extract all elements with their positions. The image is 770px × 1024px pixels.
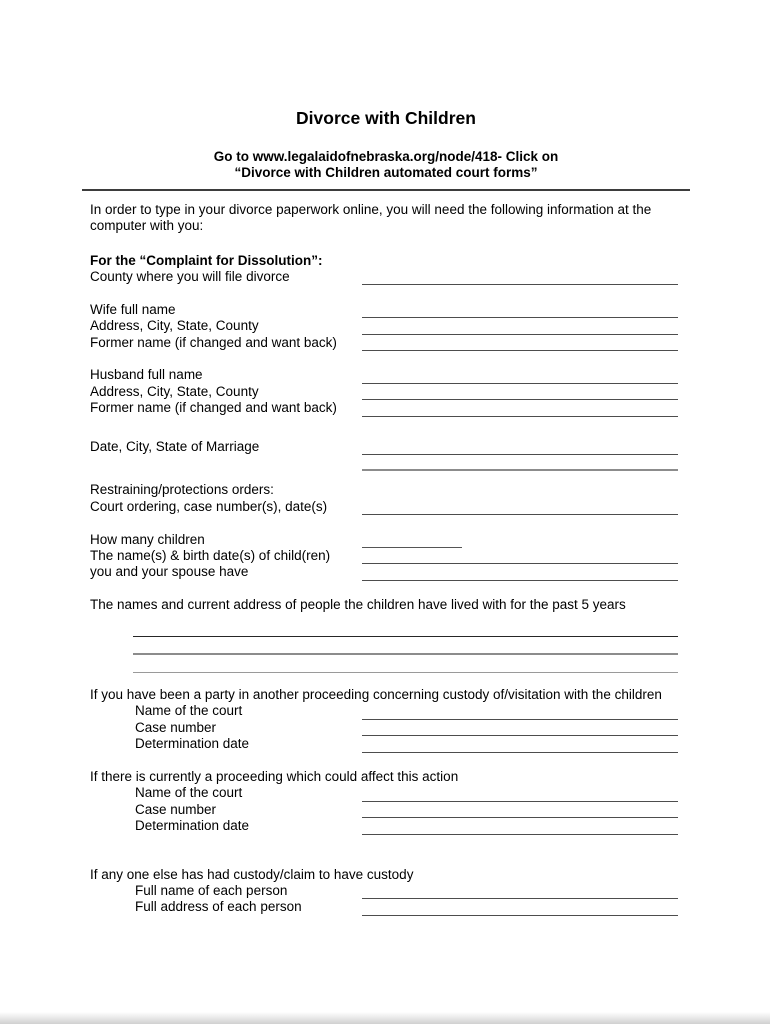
field-line-marriage-2[interactable] — [362, 466, 678, 471]
field-label-children-names-2: you and your spouse have — [90, 564, 249, 580]
field-label-prior-determination-date: Determination date — [135, 736, 250, 752]
field-label-current-court: Name of the court — [135, 785, 243, 801]
complaint-section-heading: For the “Complaint for Dissolution”: — [90, 252, 323, 268]
field-line-current-case-number[interactable] — [362, 814, 678, 818]
field-row-prior-determination-date — [90, 736, 682, 752]
lived-with-line-2[interactable] — [133, 637, 678, 656]
custody-claim-prompt: If any one else has had custody/claim to have custody — [90, 866, 414, 882]
field-line-wife-name[interactable] — [362, 314, 678, 318]
field-row-children-count — [90, 532, 682, 548]
lived-with-line-3[interactable] — [133, 655, 678, 673]
field-line-person-name[interactable] — [362, 895, 678, 899]
current-proceeding-prompt: If there is currently a proceeding which could affect this action — [90, 768, 459, 784]
field-row-prior-case-number — [90, 720, 682, 736]
header-divider — [82, 189, 690, 191]
field-label-county: County where you will file divorce — [90, 269, 290, 285]
go-to-url-line: Go to www.legalaidofnebraska.org/node/418- Click on — [213, 149, 559, 164]
field-row-current-court — [90, 785, 682, 801]
field-line-prior-court[interactable] — [362, 716, 678, 720]
field-line-current-determination-date[interactable] — [362, 831, 678, 835]
field-row-husband-name — [90, 367, 682, 383]
field-row-person-address — [90, 899, 682, 915]
field-row-wife-name — [90, 302, 682, 318]
field-line-prior-case-number[interactable] — [362, 732, 678, 736]
restraining-heading: Restraining/protections orders: — [90, 482, 274, 498]
document-content — [90, 0, 682, 916]
field-line-marriage-1[interactable] — [362, 451, 678, 455]
page-title: Divorce with Children — [296, 108, 476, 128]
field-line-current-court[interactable] — [362, 798, 678, 802]
field-label-wife-address: Address, City, State, County — [90, 318, 259, 334]
field-line-husband-address[interactable] — [362, 396, 678, 400]
lived-with-line-1[interactable] — [133, 619, 678, 637]
field-label-person-address: Full address of each person — [135, 899, 302, 915]
prior-proceeding-prompt: If you have been a party in another proceeding concerning custody of/visitation with the children — [90, 686, 662, 702]
go-to-form-name-line: “Divorce with Children automated court forms” — [234, 165, 538, 181]
field-label-wife-former-name: Former name (if changed and want back) — [90, 334, 337, 350]
field-row-prior-court — [90, 703, 682, 719]
page-bottom-shadow — [0, 1012, 770, 1024]
field-row-current-determination-date — [90, 818, 682, 834]
field-line-husband-name[interactable] — [362, 380, 678, 384]
field-label-current-case-number: Case number — [135, 801, 217, 817]
field-line-husband-former-name[interactable] — [362, 413, 678, 417]
field-row-children-names — [90, 548, 682, 564]
field-line-children-count[interactable] — [362, 544, 462, 548]
field-label-husband-former-name: Former name (if changed and want back) — [90, 400, 337, 416]
lived-with-write-in-area — [133, 619, 678, 673]
field-label-children-count: How many children — [90, 531, 205, 547]
field-row-husband-address — [90, 384, 682, 400]
field-label-husband-name: Husband full name — [90, 367, 203, 383]
field-row-restraining — [90, 499, 682, 515]
field-row-person-name — [90, 883, 682, 899]
field-line-restraining[interactable] — [362, 511, 678, 515]
field-row-current-case-number — [90, 802, 682, 818]
field-row-children-names-2 — [90, 564, 682, 580]
field-label-current-determination-date: Determination date — [135, 818, 250, 834]
field-label-wife-name: Wife full name — [90, 301, 176, 317]
field-line-prior-determination-date[interactable] — [362, 749, 678, 753]
field-row-wife-former-name — [90, 335, 682, 351]
lived-with-prompt: The names and current address of people the children have lived with for the past 5 years — [90, 597, 626, 613]
field-label-husband-address: Address, City, State, County — [90, 383, 259, 399]
field-line-children-names-1[interactable] — [362, 560, 678, 564]
go-to-instructions — [90, 149, 682, 182]
field-row-county — [90, 269, 682, 285]
field-label-restraining: Court ordering, case number(s), date(s) — [90, 498, 328, 514]
field-row-marriage-extra — [90, 455, 682, 471]
field-row-husband-former-name — [90, 400, 682, 416]
field-line-wife-address[interactable] — [362, 331, 678, 335]
field-label-prior-case-number: Case number — [135, 719, 217, 735]
field-row-wife-address — [90, 318, 682, 334]
field-line-county[interactable] — [362, 281, 678, 285]
field-label-prior-court: Name of the court — [135, 703, 243, 719]
field-line-wife-former-name[interactable] — [362, 347, 678, 351]
field-label-children-names-1: The name(s) & birth date(s) of child(ren) — [90, 547, 331, 563]
intro-paragraph: In order to type in your divorce paperwork online, you will need the following information at the computer with you: — [90, 201, 652, 234]
field-row-marriage — [90, 439, 682, 455]
field-label-person-name: Full name of each person — [135, 882, 288, 898]
field-line-children-names-2[interactable] — [362, 577, 678, 581]
field-line-person-address[interactable] — [362, 912, 678, 916]
field-label-marriage: Date, City, State of Marriage — [90, 438, 260, 454]
